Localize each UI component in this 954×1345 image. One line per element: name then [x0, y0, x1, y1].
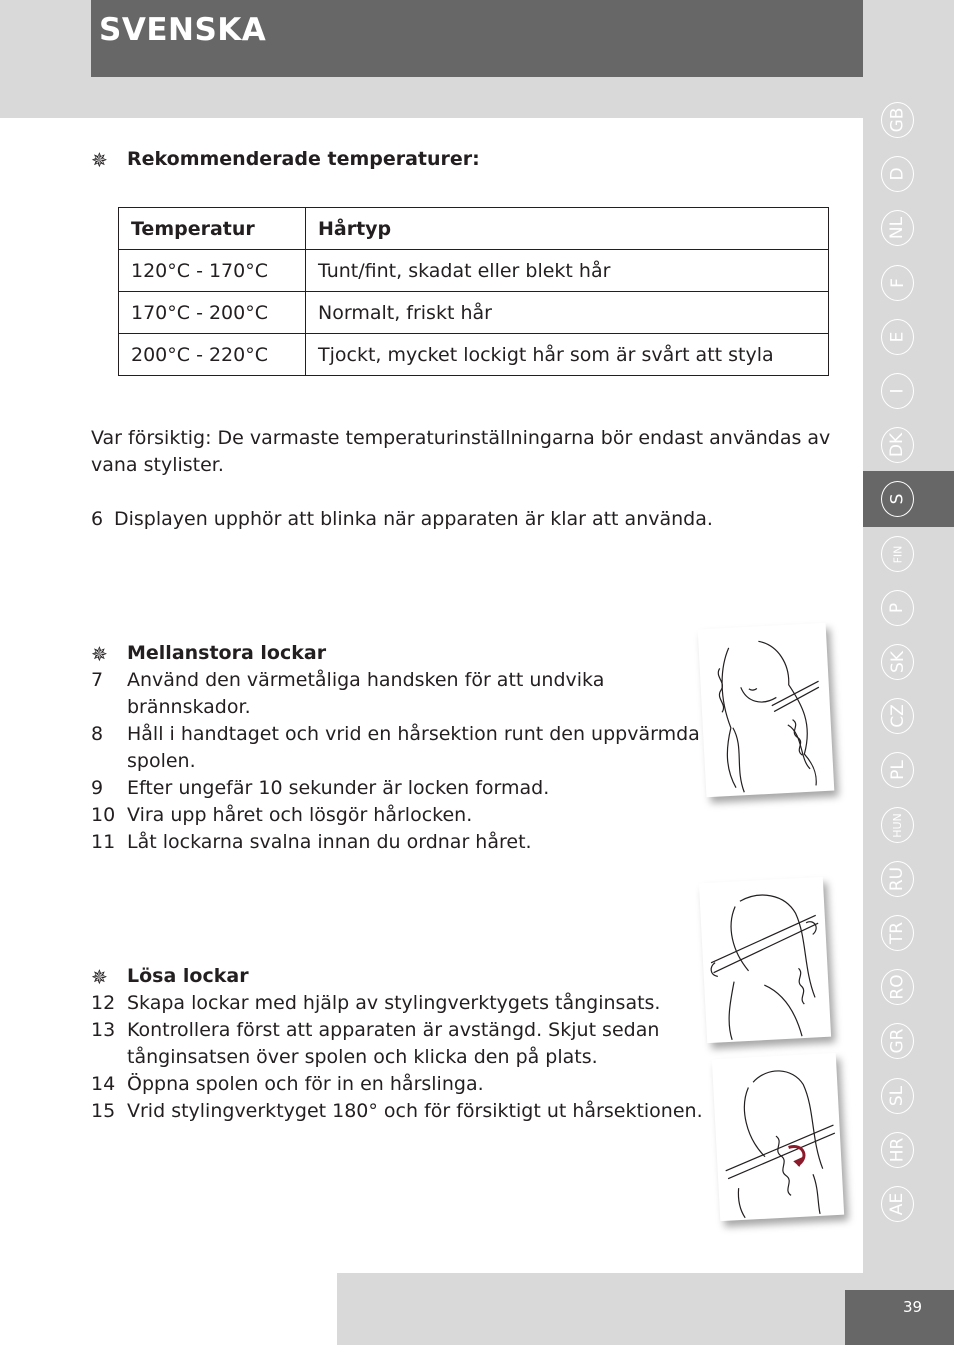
step-text: Använd den värmetåliga handsken för att undvika brännskador. [127, 669, 605, 718]
language-tab-hr[interactable] [863, 1122, 954, 1178]
language-tab-i[interactable] [863, 363, 954, 419]
step-number: 12 [91, 992, 116, 1014]
language-tab-circle [881, 102, 914, 138]
language-tab-circle [881, 1078, 914, 1114]
footer-white-area [0, 1273, 337, 1345]
language-tab-circle [881, 319, 914, 355]
language-tab-label: E [887, 331, 908, 343]
language-tab-circle [881, 861, 914, 897]
language-tab-nl[interactable] [863, 200, 954, 256]
woman-curling-hair-icon [698, 623, 835, 797]
language-tab-label: RU [887, 866, 908, 892]
step-number: 14 [91, 1073, 116, 1095]
caution-text: Var försiktig: De varmaste temperaturinställningarna bör endast användas av vana stylister. [91, 427, 831, 476]
table-cell: Tjockt, mycket lockigt hår som är svårt att styla [306, 334, 829, 376]
language-tab-circle [881, 590, 914, 626]
bullet-star-icon: ✵ [91, 965, 108, 989]
language-tab-e[interactable] [863, 309, 954, 365]
language-tab-gr[interactable] [863, 1013, 954, 1069]
language-tab-circle [881, 752, 914, 788]
table-row [119, 250, 829, 292]
step-text: Kontrollera först att apparaten är avstängd. Skjut sedan tånginsatsen över spolen och klicka den på plats. [127, 1019, 660, 1068]
language-tab-label: P [887, 602, 908, 614]
language-tab-ru[interactable] [863, 851, 954, 907]
language-tab-label: SL [887, 1085, 908, 1107]
step-text: Efter ungefär 10 sekunder är locken formad. [127, 777, 550, 799]
step-text: Låt lockarna svalna innan du ordnar håret. [127, 831, 532, 853]
table-cell: Tunt/fint, skadat eller blekt hår [306, 250, 829, 292]
language-tab-circle [881, 536, 914, 572]
step-text: Vira upp håret och lösgör hårlocken. [127, 804, 473, 826]
language-tab-label: GB [887, 107, 908, 133]
language-tab-circle [881, 427, 914, 463]
language-tab-label: AE [887, 1192, 908, 1216]
language-tab-circle [881, 1186, 914, 1222]
language-tab-label: FIN [891, 545, 904, 563]
language-tab-hun[interactable] [863, 797, 954, 853]
table-cell: 170°C - 200°C [119, 292, 306, 334]
table-header-row [119, 208, 829, 250]
table-row [119, 292, 829, 334]
bullet-star-icon: ✵ [91, 148, 108, 172]
step-text: Displayen upphör att blinka när apparaten är klar att använda. [114, 508, 713, 530]
language-tab-p[interactable] [863, 580, 954, 636]
table-cell: 120°C - 170°C [119, 250, 306, 292]
bullet-star-icon: ✵ [91, 642, 108, 666]
step-text: Skapa lockar med hjälp av stylingverktygets tånginsats. [127, 992, 661, 1014]
step-number: 8 [91, 723, 104, 745]
language-tab-label: S [887, 493, 908, 505]
language-tab-gb[interactable] [863, 92, 954, 148]
language-tab-label: SK [887, 651, 908, 673]
page-title: SVENSKA [99, 12, 267, 48]
language-tab-label: TR [887, 921, 908, 945]
language-tab-circle [881, 210, 914, 246]
language-tab-circle [881, 481, 914, 517]
language-tab-label: GR [887, 1028, 908, 1054]
language-tab-circle [881, 265, 914, 301]
language-tab-dk[interactable] [863, 417, 954, 473]
step-number: 13 [91, 1019, 116, 1041]
language-tab-label: HUN [891, 812, 904, 838]
table-cell: Normalt, friskt hår [306, 292, 829, 334]
loose-curls-heading: Lösa lockar [127, 965, 249, 987]
language-tab-circle [881, 1132, 914, 1168]
step-text: Öppna spolen och för in en hårslinga. [127, 1073, 484, 1095]
curling-illustration-2 [699, 877, 831, 1043]
language-tab-f[interactable] [863, 255, 954, 311]
curling-illustration-3 [712, 1053, 844, 1221]
language-tab-cz[interactable] [863, 688, 954, 744]
step-text: Vrid stylingverktyget 180° och för försiktigt ut hårsektionen. [127, 1100, 703, 1122]
language-tab-d[interactable] [863, 146, 954, 202]
step-number: 15 [91, 1100, 116, 1122]
language-tab-label: D [887, 167, 908, 181]
language-tab-label: DK [887, 432, 908, 458]
table-header-cell: Hårtyp [306, 208, 829, 250]
language-tab-circle [881, 807, 914, 843]
language-tab-ro[interactable] [863, 959, 954, 1015]
language-tab-label: F [887, 278, 908, 288]
temperature-table [118, 207, 829, 376]
language-tab-s[interactable] [863, 471, 954, 527]
language-tab-circle [881, 1023, 914, 1059]
language-tab-circle [881, 373, 914, 409]
medium-curls-heading: Mellanstora lockar [127, 642, 327, 664]
rotating-tool-icon [712, 1053, 844, 1221]
language-tab-label: PL [887, 760, 908, 780]
step-number: 9 [91, 777, 104, 799]
language-tab-label: CZ [887, 704, 908, 728]
language-tab-circle [881, 969, 914, 1005]
language-tab-sk[interactable] [863, 634, 954, 690]
language-tab-fin[interactable] [863, 526, 954, 582]
language-tab-pl[interactable] [863, 742, 954, 798]
table-cell: 200°C - 220°C [119, 334, 306, 376]
page-number-box [845, 1290, 954, 1345]
language-tab-label: RO [887, 974, 908, 1000]
language-tab-label: HR [887, 1137, 908, 1163]
language-tab-ae[interactable] [863, 1176, 954, 1232]
language-tab-tr[interactable] [863, 905, 954, 961]
curling-illustration-1 [698, 623, 835, 797]
language-tab-circle [881, 698, 914, 734]
temperatures-heading: Rekommenderade temperaturer: [127, 148, 480, 170]
language-tab-circle [881, 915, 914, 951]
step-number: 11 [91, 831, 116, 853]
language-tab-label: NL [887, 216, 908, 240]
language-tab-label: I [887, 388, 908, 394]
language-tab-sl[interactable] [863, 1068, 954, 1124]
header-bar [91, 0, 863, 77]
language-tab-circle [881, 644, 914, 680]
table-row [119, 334, 829, 376]
table-header-cell: Temperatur [119, 208, 306, 250]
step-number: 10 [91, 804, 116, 826]
step-text: Håll i handtaget och vrid en hårsektion runt den uppvärmda spolen. [127, 723, 700, 772]
page-number: 39 [903, 1298, 923, 1316]
tong-attachment-icon [699, 877, 831, 1043]
step-number: 7 [91, 669, 104, 691]
step-number: 6 [91, 508, 104, 530]
language-tab-circle [881, 156, 914, 192]
